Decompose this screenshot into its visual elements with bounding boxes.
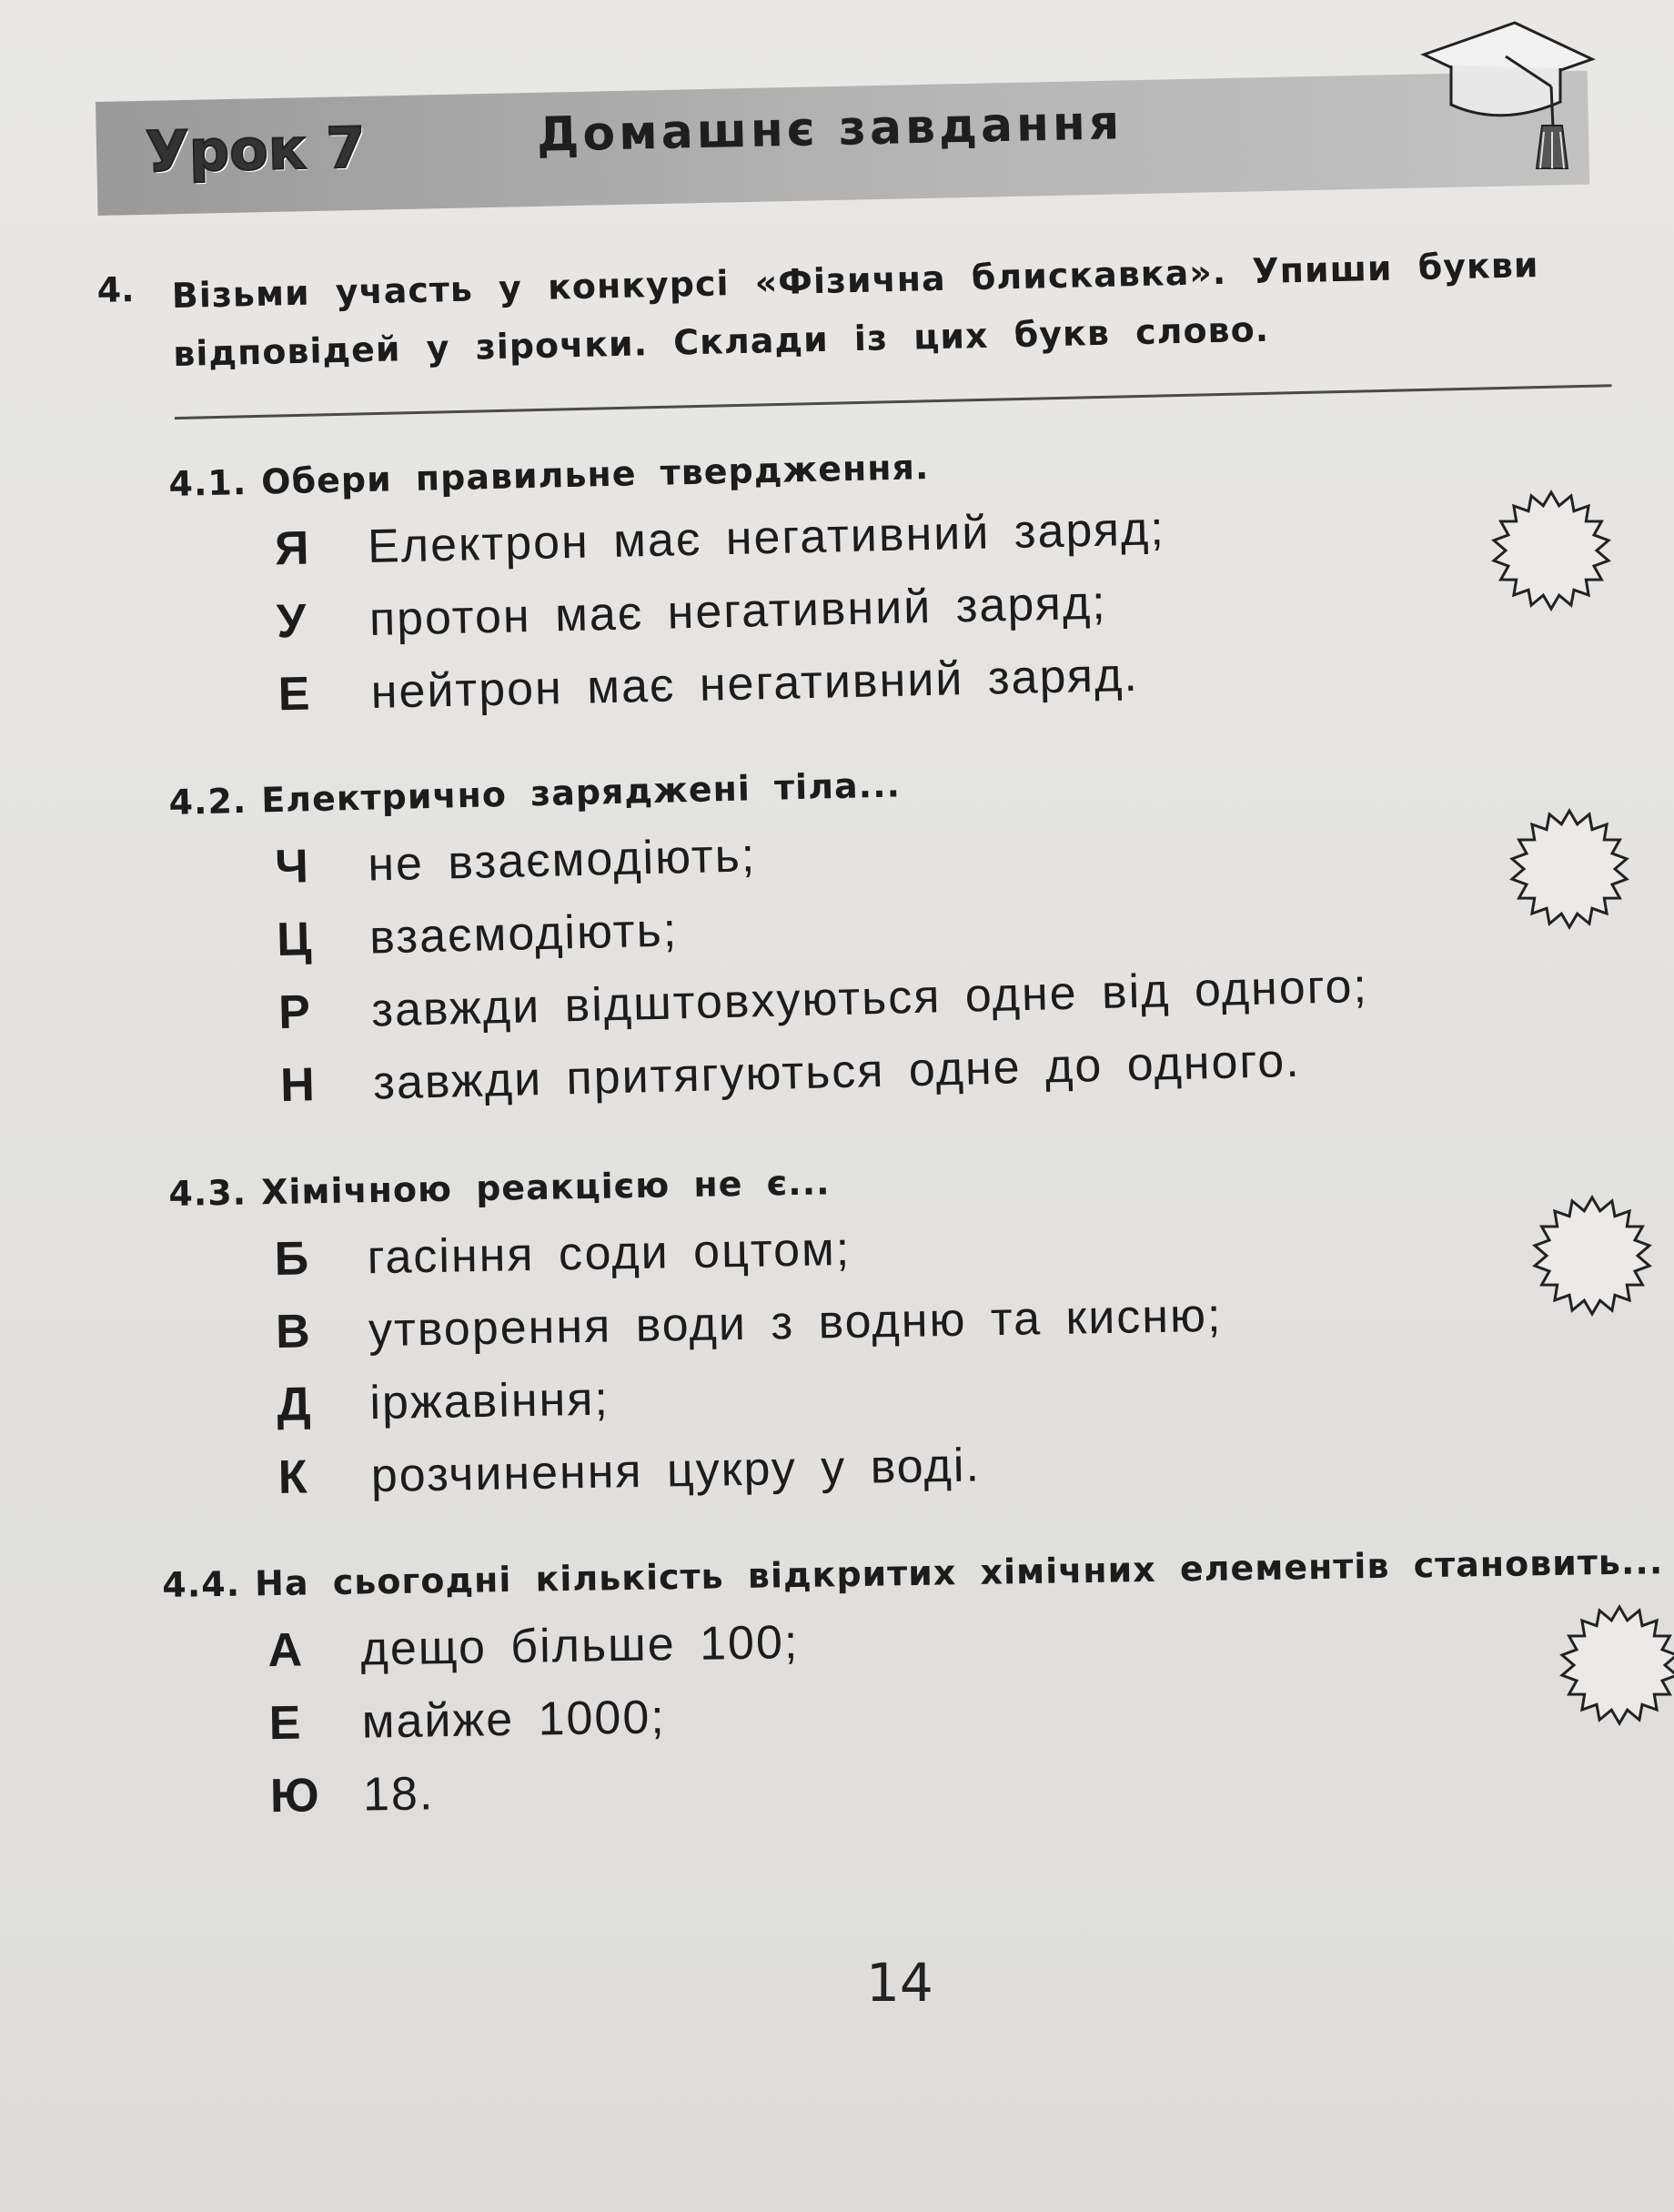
- option-letter: Ч: [274, 840, 309, 894]
- option-text: гасіння соди оцтом;: [367, 1222, 852, 1285]
- option-list: [274, 1208, 1629, 1523]
- option-text: Електрон має негативний заряд;: [367, 502, 1166, 574]
- option-letter: К: [277, 1450, 308, 1504]
- option-text: протон має негативний заряд;: [368, 576, 1108, 647]
- option-text: взаємодіють;: [368, 904, 679, 965]
- option-text: утворення води з водню та кисню;: [368, 1288, 1223, 1358]
- graduation-cap-icon: [1415, 18, 1597, 173]
- option-text: завжди притягуються одне до одного.: [372, 1034, 1302, 1110]
- question-4-3: [168, 1148, 1629, 1525]
- question-text: Хімічною реакцією не є...: [260, 1162, 831, 1213]
- option-letter: Р: [277, 985, 311, 1040]
- option-letter: Б: [274, 1232, 309, 1286]
- option-letter: У: [276, 594, 307, 649]
- answer-line[interactable]: [175, 384, 1612, 419]
- question-text: На сьогодні кількість відкритих хімічних елементів становить...: [254, 1541, 1664, 1604]
- star-burst-icon[interactable]: [1506, 805, 1633, 933]
- option-letter: Ю: [269, 1769, 320, 1823]
- question-4-1: [168, 431, 1630, 742]
- question-number: 4.3.: [168, 1172, 247, 1214]
- option-list: [274, 491, 1629, 741]
- question-title: [168, 431, 1625, 504]
- question-text: Електрично заряджені тіла...: [260, 764, 902, 821]
- page-number: 14: [866, 1952, 933, 2014]
- page-title: Домашнє завдання: [536, 96, 1124, 163]
- task-instructions: Візьми участь у конкурсі «Фізична блискавка». Упиши букви відповідей у зірочки. Склади із цих букв слово.: [171, 245, 1539, 375]
- option-text: завжди відштовхуються одне від одного;: [370, 959, 1369, 1037]
- option-text: майже 1000;: [361, 1691, 667, 1749]
- option-letter: Д: [276, 1378, 311, 1431]
- star-burst-icon[interactable]: [1487, 487, 1615, 614]
- question-4-2: [168, 747, 1632, 1134]
- question-title: [168, 747, 1625, 823]
- option-letter: Е: [277, 667, 311, 722]
- option-letter: А: [267, 1623, 303, 1678]
- question-title: [168, 1148, 1625, 1214]
- option-text: дещо більше 100;: [360, 1616, 800, 1676]
- task-number: 4.: [96, 269, 136, 310]
- option-text: нейтрон має негативний заряд.: [370, 648, 1140, 720]
- question-4-4: [162, 1541, 1664, 1843]
- option-letter: Ц: [276, 913, 312, 967]
- star-burst-icon[interactable]: [1528, 1192, 1656, 1319]
- star-burst-icon[interactable]: [1556, 1601, 1674, 1729]
- option-text: не взаємодіють;: [367, 829, 757, 892]
- option-letter: Н: [279, 1058, 316, 1113]
- question-number: 4.1.: [168, 462, 247, 504]
- option-letter: В: [275, 1305, 311, 1359]
- option-list: [267, 1602, 1622, 1842]
- option-text: розчинення цукру у воді.: [370, 1439, 982, 1503]
- option-text: іржавіння;: [368, 1372, 610, 1430]
- option-letter: Я: [274, 521, 310, 576]
- lesson-label: Урок 7: [145, 114, 367, 186]
- question-text: Обери правильне твердження.: [260, 447, 930, 502]
- option-text: 18.: [362, 1767, 435, 1822]
- option-list: [275, 807, 1632, 1131]
- question-title: [162, 1541, 1664, 1605]
- question-number: 4.2.: [168, 780, 247, 823]
- option-letter: Е: [268, 1696, 301, 1751]
- question-number: 4.4.: [162, 1563, 241, 1605]
